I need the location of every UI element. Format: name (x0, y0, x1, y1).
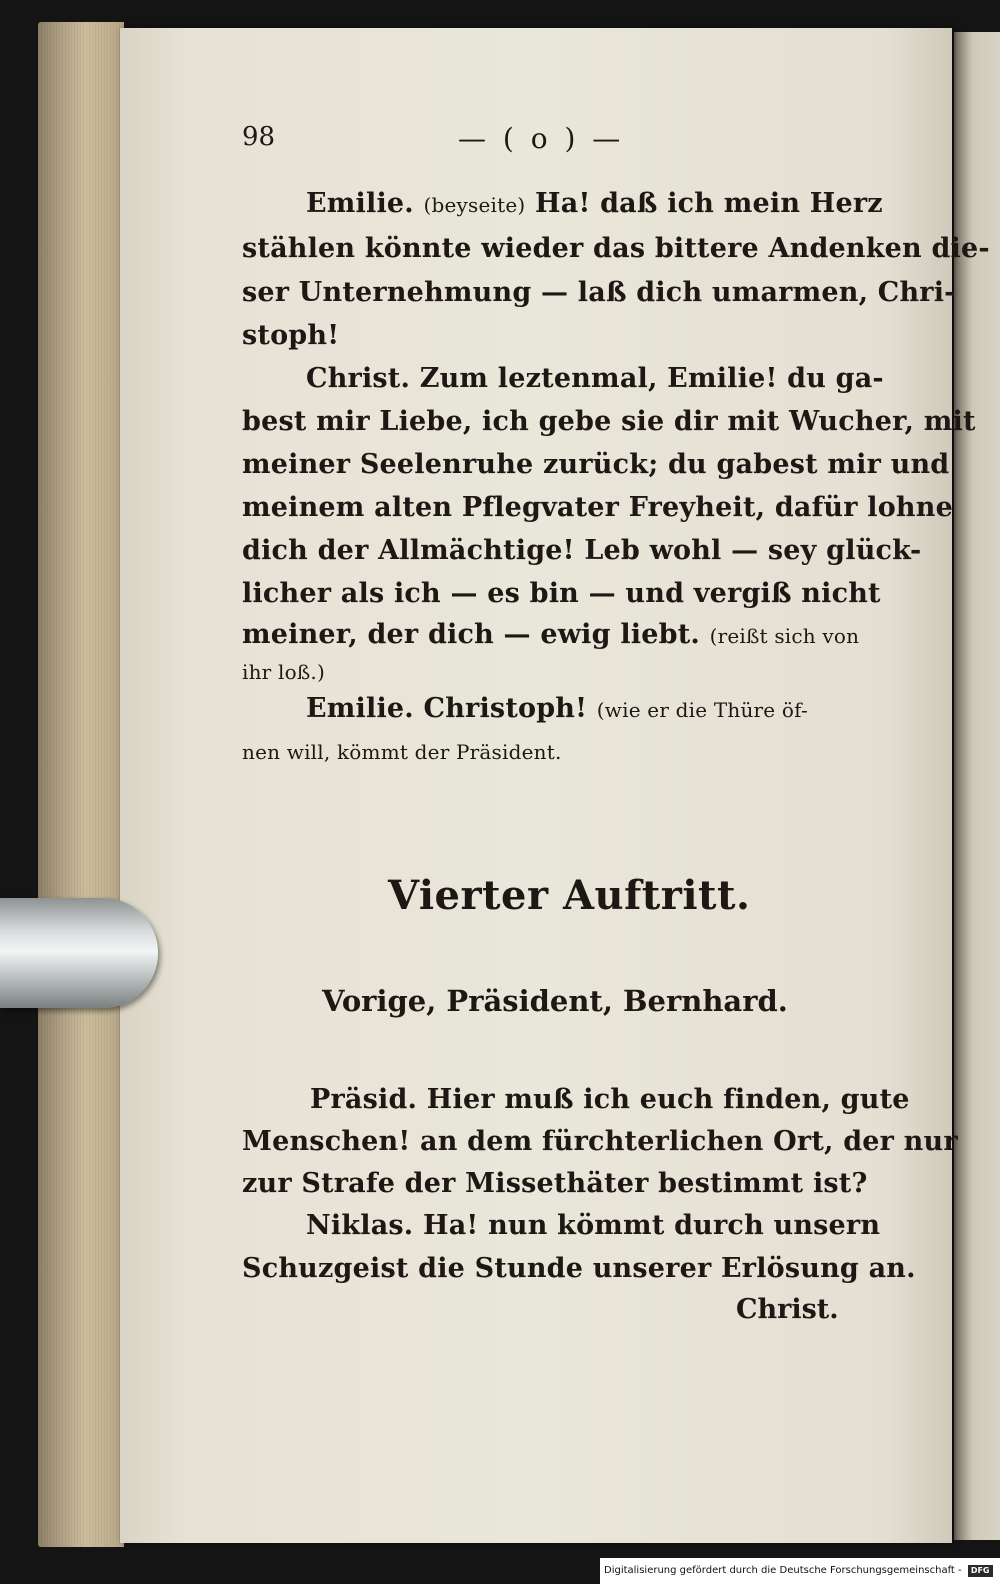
text-line: best mir Liebe, ich gebe sie dir mit Wucher, mit (242, 406, 976, 437)
line-text: Christoph! (423, 693, 588, 724)
text-line: ser Unternehmung — laß dich umarmen, Chri- (242, 277, 956, 308)
scene-heading: Vierter Auftritt. (388, 872, 751, 919)
running-head: — ( o ) — (458, 122, 625, 155)
text-line: zur Strafe der Missethäter bestimmt ist? (242, 1168, 868, 1199)
line-text: Hier muß ich euch finden, gute (426, 1084, 910, 1115)
page-number: 98 (242, 122, 276, 152)
text-line (306, 1210, 880, 1241)
footer-credit (600, 1558, 1000, 1584)
speaker-name: Emilie. (306, 693, 414, 724)
persons-list: Vorige, Präsident, Bernhard. (322, 984, 788, 1018)
line-text: Ha! nun kömmt durch unsern (423, 1210, 881, 1241)
text-line: meinem alten Pflegvater Freyheit, dafür lohne (242, 492, 953, 523)
text-line (306, 188, 883, 219)
speaker-name: Niklas. (306, 1210, 414, 1241)
line-text: Ha! daß ich mein Herz (535, 188, 883, 219)
stage-direction: (beyseite) (423, 193, 526, 217)
speaker-name: Emilie. (306, 188, 414, 219)
stage-direction: nen will, kömmt der Präsident. (242, 740, 562, 764)
text-line: stoph! (242, 320, 340, 351)
text-line: meiner Seelenruhe zurück; du gabest mir und (242, 449, 950, 480)
book-clamp (0, 898, 158, 1008)
line-text: Zum leztenmal, Emilie! du ga- (419, 363, 884, 394)
book-page-edge (38, 22, 124, 1547)
stage-direction: (wie er die Thüre öf- (596, 698, 808, 722)
dfg-logo: DFG (968, 1565, 993, 1577)
footer-text: Digitalisierung gefördert durch die Deutsche Forschungsgemeinschaft - (604, 1565, 962, 1576)
text-line (310, 1084, 910, 1115)
speaker-name: Christ. (306, 363, 411, 394)
text-line: dich der Allmächtige! Leb wohl — sey glück- (242, 535, 922, 566)
text-line: Schuzgeist die Stunde unserer Erlösung an. (242, 1253, 916, 1284)
text-line (242, 619, 859, 650)
stage-direction: (reißt sich von (709, 624, 860, 648)
text-line (306, 693, 808, 724)
line-text: meiner, der dich — ewig liebt. (242, 619, 700, 650)
text-line: Menschen! an dem fürchterlichen Ort, der nur (242, 1126, 958, 1157)
text-line (306, 363, 884, 394)
catchword: Christ. (736, 1294, 839, 1325)
stage-direction: ihr loß.) (242, 660, 325, 684)
speaker-name: Präsid. (310, 1084, 418, 1115)
text-line: licher als ich — es bin — und vergiß nicht (242, 578, 881, 609)
text-line: stählen könnte wieder das bittere Andenken die- (242, 233, 990, 264)
